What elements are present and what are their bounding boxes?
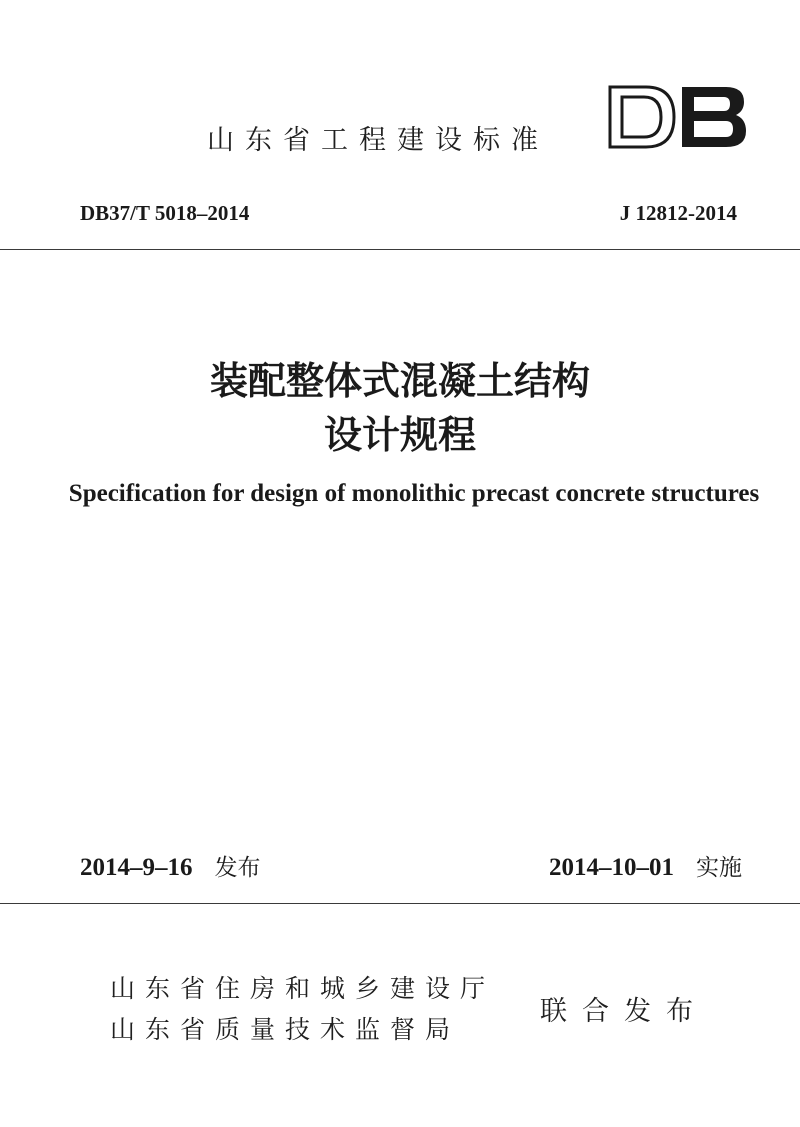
issuer-line1: 山东省住房和城乡建设厅: [110, 974, 496, 1003]
standard-number: DB37/T 5018–2014: [80, 201, 250, 225]
title-cn-line1: 装配整体式混凝土结构: [209, 358, 590, 403]
bottom-divider: [0, 903, 800, 904]
implement-label: 实施: [696, 855, 742, 881]
logo-letter-b: [682, 87, 746, 147]
db-logo: [606, 84, 750, 150]
series-title: 山东省工程建设标准: [207, 125, 549, 156]
logo-letter-d: [610, 87, 674, 147]
top-divider: [0, 249, 800, 250]
implement-date: 2014–10–01: [549, 854, 674, 881]
record-number: J 12812-2014: [619, 201, 737, 225]
implement-info: [549, 849, 742, 882]
title-cn-line2: 设计规程: [323, 412, 476, 457]
joint-issue-label: 联合发布: [540, 996, 708, 1027]
publish-date: 2014–9–16: [80, 854, 193, 881]
title-en: Specification for design of monolithic precast concrete structures: [68, 480, 760, 507]
issuer-line2: 山东省质量技术监督局: [110, 1015, 461, 1044]
publish-label: 发布: [214, 855, 261, 881]
publish-info: [80, 849, 261, 882]
